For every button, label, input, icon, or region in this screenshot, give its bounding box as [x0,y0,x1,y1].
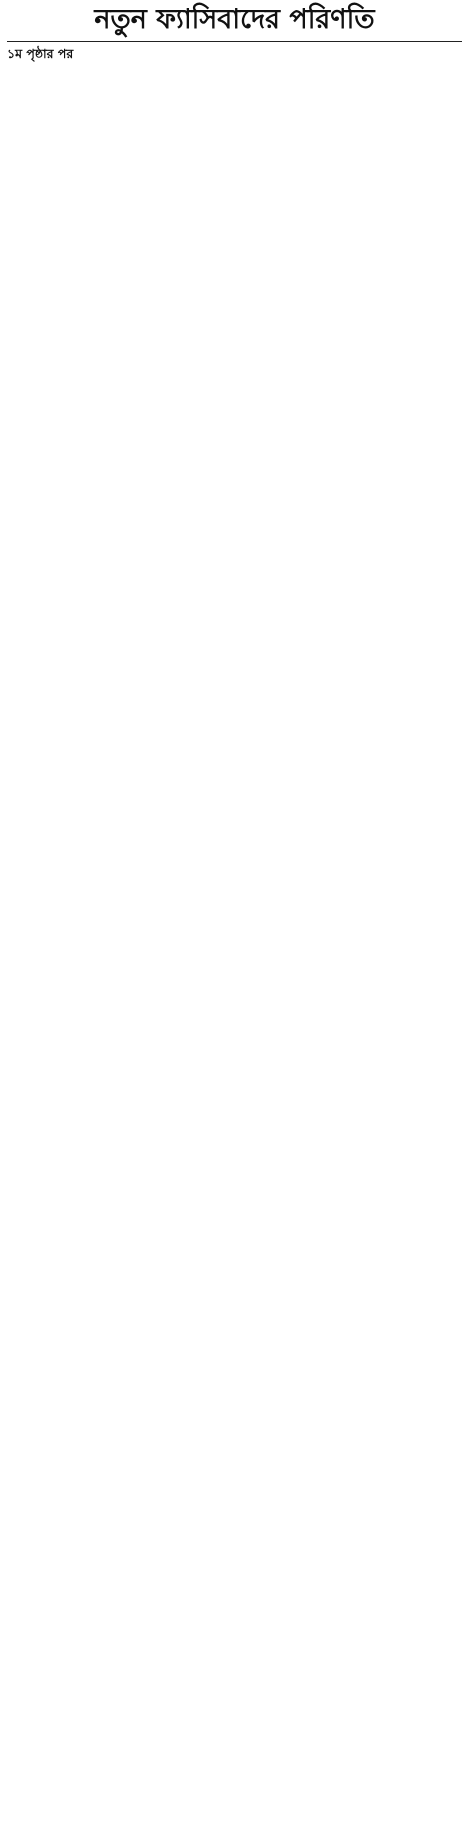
continued-from-label: ১ম পৃষ্ঠার পর [7,46,74,62]
article-headline: নতুন ফ্যাসিবাদের পরিণতি [7,4,462,42]
